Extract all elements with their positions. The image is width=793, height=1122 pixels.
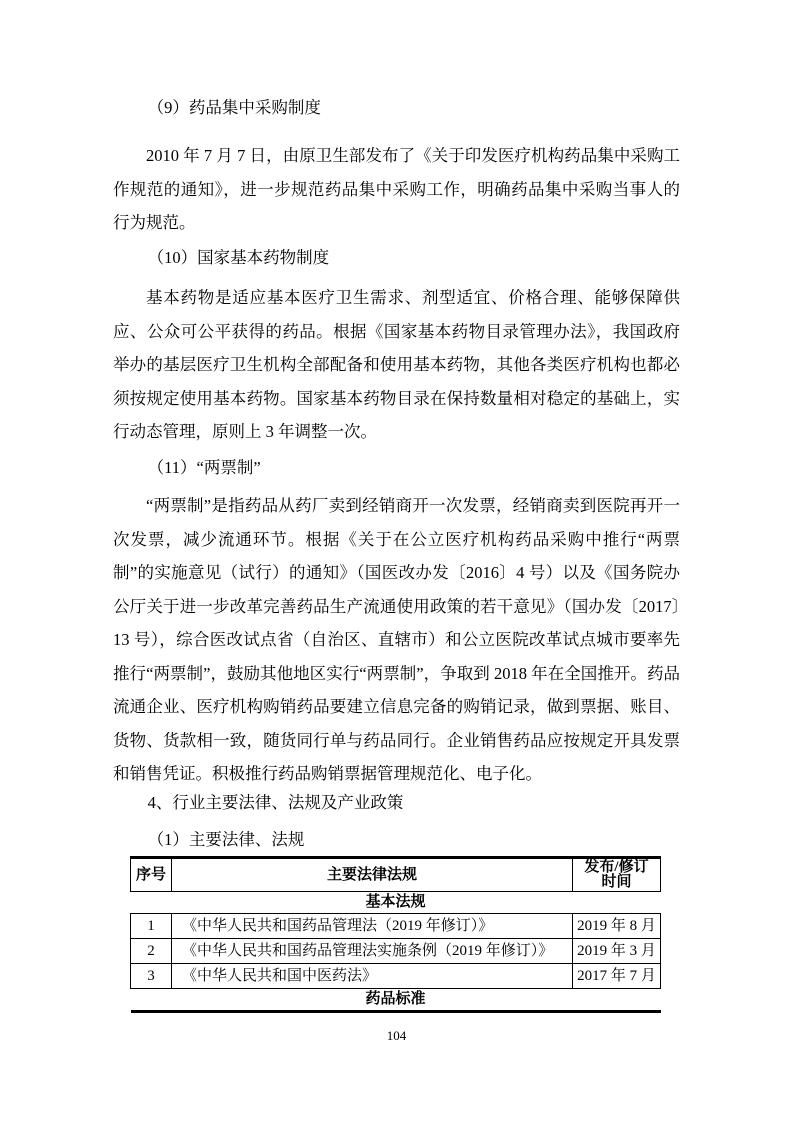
cell-date: 2019 年 8 月: [573, 914, 661, 939]
col-header-date: [573, 858, 661, 892]
table-row: [131, 964, 661, 989]
cell-no: 2: [131, 939, 172, 964]
paragraph-drug-centralized-procurement: 2010 年 7 月 7 日，由原卫生部发布了《关于印发医疗机构药品集中采购工作规范的通知》，进一步规范药品集中采购工作，明确药品集中采购当事人的行为规范。: [113, 146, 680, 232]
table-row: [131, 914, 661, 939]
cell-no: 1: [131, 914, 172, 939]
col-header-no: 序号: [131, 858, 172, 892]
section-heading-drug-centralized-procurement: （9）药品集中采购制度: [147, 98, 321, 117]
cell-law: 《中华人民共和国药品管理法（2019 年修订）》: [172, 914, 573, 939]
section-heading-national-essential-drugs: （10）国家基本药物制度: [147, 248, 330, 267]
section-heading-two-invoice-system: （11）“两票制”: [147, 458, 261, 477]
cell-date: 2017 年 7 月: [573, 964, 661, 989]
cell-law: 《中华人民共和国中医药法》: [172, 964, 573, 989]
section-heading-industry-laws-policies: 4、行业主要法律、法规及产业政策: [147, 793, 404, 812]
col-header-date-line2: 时间: [601, 874, 632, 890]
paragraph-two-invoice-system: “两票制”是指药品从药厂卖到经销商开一次发票，经销商卖到医院再开一次发票，减少流通环节。根据《关于在公立医疗机构药品采购中推行“两票制”的实施意见（试行）的通知》（国医改办发〔2016〕4 号）以及《国务院办公厅关于进一步改革完善药品生产流通使用政策的若干意见》（国办发〔2017〕13 号），综合医改试点省（自治区、直辖市）和公立医院改革试点城市要率先推行“两票制”，鼓励其他地区实行“两票制”，争取到 2018 年在全国推开。药品流通企业、医疗机构购销药品要建立信息完备的购销记录，做到票据、账目、货物、货款相一致，随货同行单与药品同行。企业销售药品应按规定开具发票和销售凭证。积极推行药品购销票据管理规范化、电子化。: [113, 496, 680, 783]
paragraph-national-essential-drugs: 基本药物是适应基本医疗卫生需求、剂型适宜、价格合理、能够保障供应、公众可公平获得的药品。根据《国家基本药物目录管理办法》，我国政府举办的基层医疗卫生机构全部配备和使用基本药物，其他各类医疗机构也都必须按规定使用基本药物。国家基本药物目录在保持数量相对稳定的基础上，实行动态管理，原则上 3 年调整一次。: [113, 288, 680, 441]
cell-law: 《中华人民共和国药品管理法实施条例（2019 年修订）》: [172, 939, 573, 964]
table-group-basic-laws: [131, 892, 661, 914]
col-header-date-line1: 发布/修订: [584, 859, 649, 875]
table-header-row: [131, 858, 661, 892]
table-row: [131, 939, 661, 964]
cell-no: 3: [131, 964, 172, 989]
page-number: 104: [386, 1028, 407, 1043]
laws-table: [130, 856, 661, 1013]
col-header-law: 主要法律法规: [172, 858, 573, 892]
table-group-basic-laws-label: 基本法规: [131, 892, 661, 914]
cell-date: 2019 年 3 月: [573, 939, 661, 964]
section-heading-main-laws-regulations: （1）主要法律、法规: [147, 830, 305, 849]
table-group-drug-standards-label: 药品标准: [131, 989, 661, 1012]
table-group-drug-standards: [131, 989, 661, 1012]
